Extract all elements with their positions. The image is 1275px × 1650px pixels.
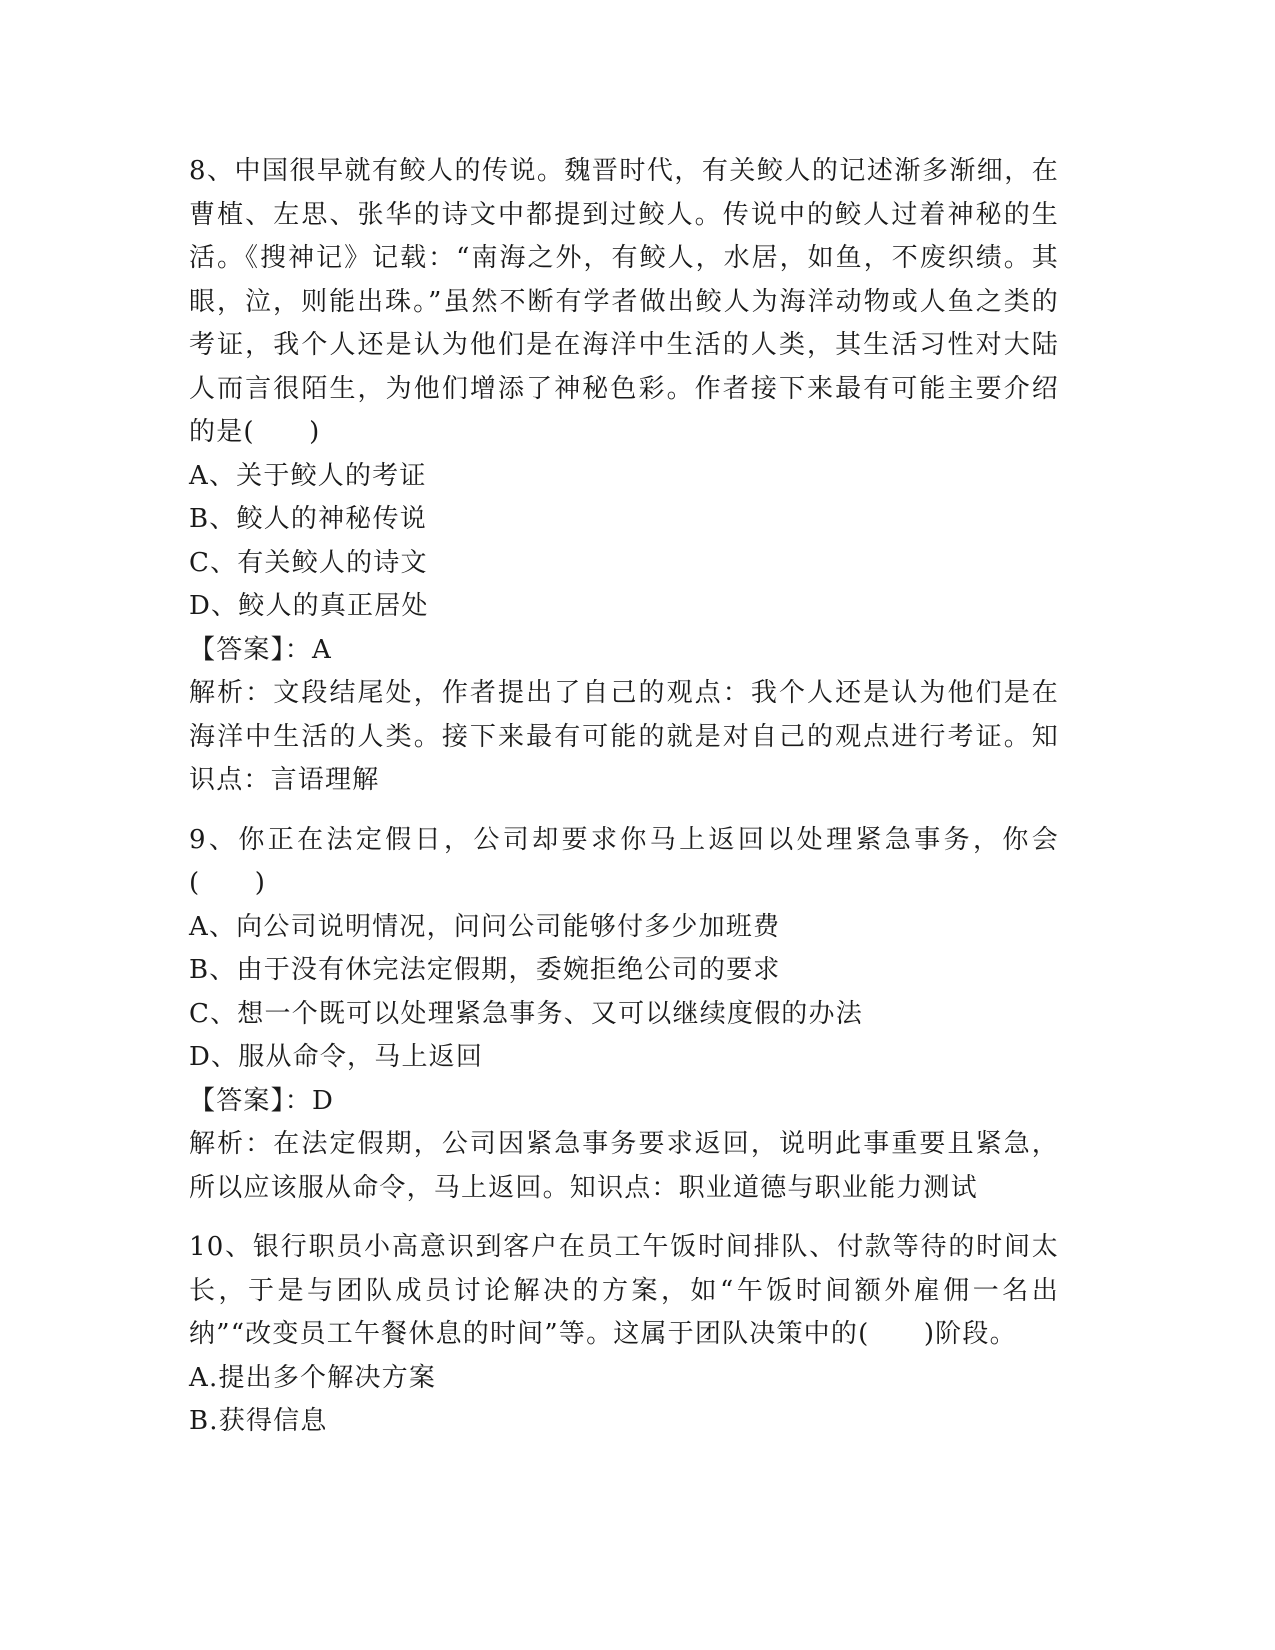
answer-line: 【答案】：D	[189, 1085, 335, 1116]
explanation: 解析：文段结尾处，作者提出了自己的观点：我个人还是认为他们是在海洋中生活的人类。接下来最有可能的就是对自己的观点进行考证。知识点：言语理解	[189, 678, 1059, 795]
question-stem: 10、银行职员小高意识到客户在员工午饭时间排队、付款等待的时间太长，于是与团队成员讨论解决的方案，如“午饭时间额外雇佣一名出纳”“改变员工午餐休息的时间”等。这属于团队决策中的( )阶段。	[189, 1232, 1059, 1349]
question-stem: 8、中国很早就有鲛人的传说。魏晋时代，有关鲛人的记述渐多渐细，在曹植、左思、张华的诗文中都提到过鲛人。传说中的鲛人过着神秘的生活。《搜神记》记载：“南海之外，有鲛人，水居，如鱼，不废织绩。其眼，泣，则能出珠。”虽然不断有学者做出鲛人为海洋动物或人鱼之类的考证，我个人还是认为他们是在海洋中生活的人类，其生活习性对大陆人而言很陌生，为他们增添了神秘色彩。作者接下来最有可能主要介绍的是( )	[189, 156, 1059, 447]
explanation: 解析：在法定假期，公司因紧急事务要求返回，说明此事重要且紧急，所以应该服从命令，马上返回。知识点：职业道德与职业能力测试	[189, 1129, 1059, 1203]
option-b: B.获得信息	[189, 1406, 328, 1436]
option-a: A.提出多个解决方案	[189, 1362, 437, 1393]
answer-line: 【答案】：A	[189, 634, 332, 665]
question-10	[189, 1226, 1059, 1444]
question-8	[189, 150, 1059, 803]
option-d: D、鲛人的真正居处	[189, 591, 429, 621]
option-a: A、关于鲛人的考证	[189, 460, 427, 491]
option-b: B、由于没有休完法定假期，委婉拒绝公司的要求	[189, 955, 781, 985]
option-d: D、服从命令，马上返回	[189, 1042, 484, 1072]
option-c: C、有关鲛人的诗文	[189, 547, 428, 578]
document-page	[189, 150, 1059, 1444]
question-9	[189, 819, 1059, 1211]
question-stem: 9、你正在法定假日，公司却要求你马上返回以处理紧急事务，你会( )	[189, 824, 1059, 898]
option-c: C、想一个既可以处理紧急事务、又可以继续度假的办法	[189, 998, 863, 1029]
option-a: A、向公司说明情况，问问公司能够付多少加班费	[189, 911, 781, 942]
option-b: B、鲛人的神秘传说	[189, 504, 427, 534]
